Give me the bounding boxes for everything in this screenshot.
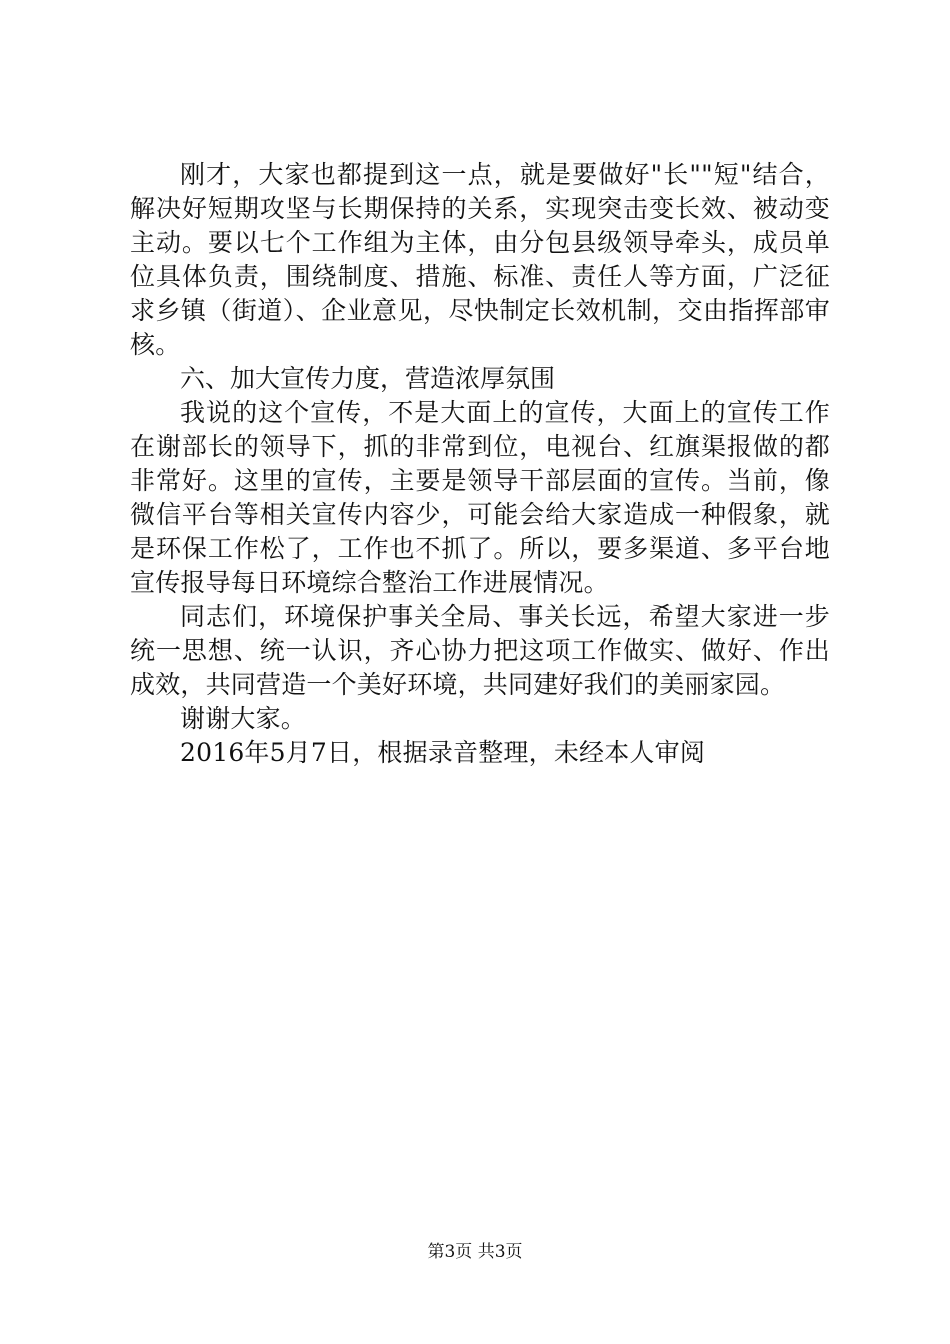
document-body	[130, 158, 830, 770]
paragraph-long-term-mechanism: 刚才，大家也都提到这一点，就是要做好"长""短"结合，解决好短期攻坚与长期保持的关系，实现突击变长效、被动变主动。要以七个工作组为主体，由分包县级领导牵头，成员单位具体负责，围绕制度、措施、标准、责任人等方面，广泛征求乡镇（街道）、企业意见，尽快制定长效机制，交由指挥部审核。	[130, 160, 830, 359]
paragraph-thanks: 谢谢大家。	[180, 704, 307, 733]
paragraph-publicity: 我说的这个宣传，不是大面上的宣传，大面上的宣传工作在谢部长的领导下，抓的非常到位，电视台、红旗渠报做的都非常好。这里的宣传，主要是领导干部层面的宣传。当前，像微信平台等相关宣传内容少，可能会给大家造成一种假象，就是环保工作松了，工作也不抓了。所以，要多渠道、多平台地宣传报导每日环境综合整治工作进展情况。	[130, 398, 830, 597]
paragraph-closing-remarks: 同志们，环境保护事关全局、事关长远，希望大家进一步统一思想、统一认识，齐心协力把这项工作做实、做好、作出成效，共同营造一个美好环境，共同建好我们的美丽家园。	[130, 602, 830, 699]
section-heading-publicity: 六、加大宣传力度，营造浓厚氛围	[180, 364, 556, 393]
paragraph-date-note: 2016年5月7日，根据录音整理，未经本人审阅	[180, 738, 706, 767]
page-number-footer: 第3页 共3页	[427, 1242, 523, 1262]
